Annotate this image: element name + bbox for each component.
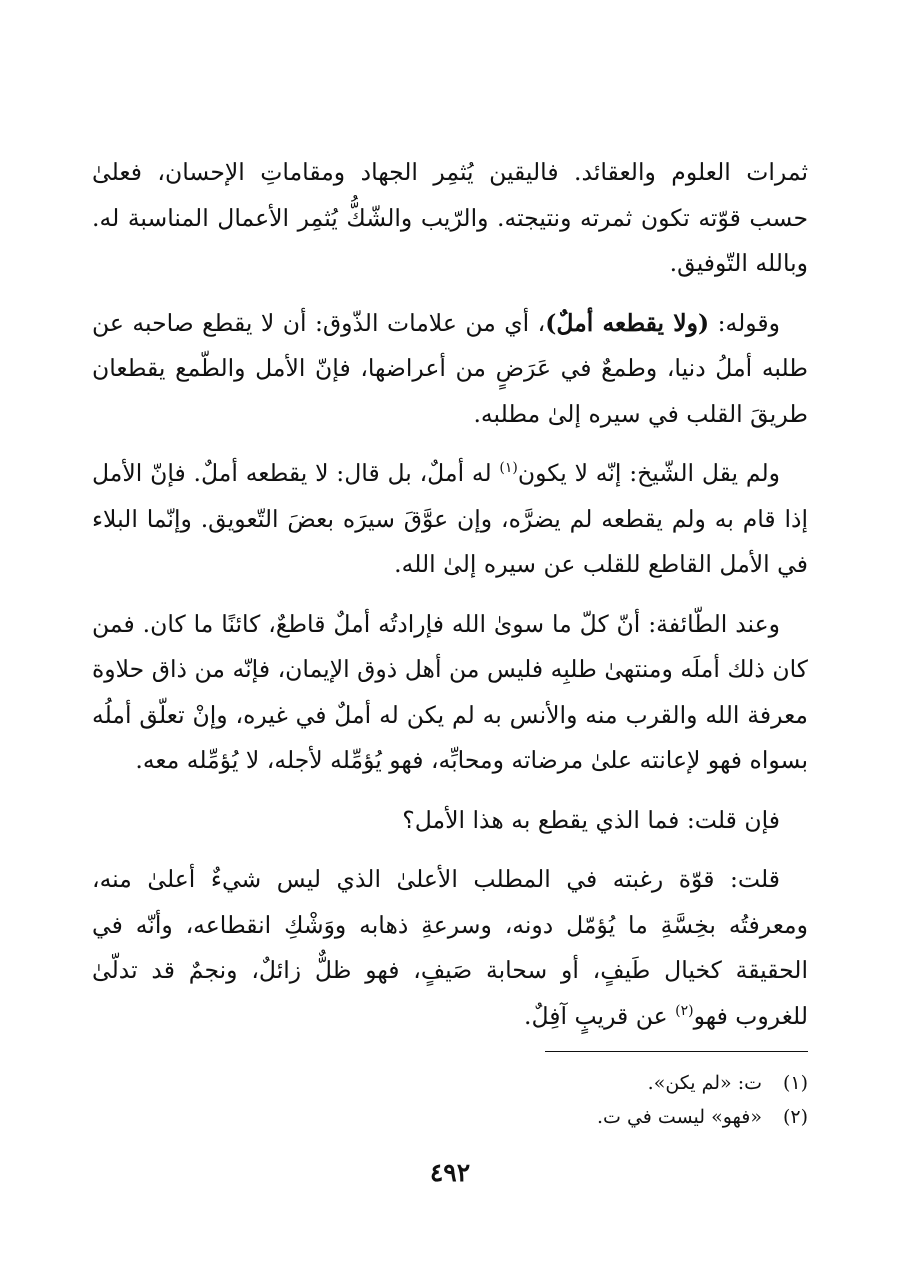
footnote-1-number: (١) — [782, 1072, 808, 1094]
paragraph-2 — [92, 301, 808, 438]
footnote-2-number: (٢) — [782, 1106, 808, 1128]
footnote-divider — [545, 1051, 808, 1052]
footnote-ref-2[interactable]: (٢) — [675, 1002, 694, 1019]
footnote-2-text: «فهو» ليست في ت. — [597, 1106, 762, 1128]
paragraph-3-before: ولم يقل الشّيخ: إنّه لا يكون — [517, 459, 780, 487]
paragraph-6 — [92, 857, 808, 1039]
footnote-1-text: ت: «لم يكن». — [647, 1072, 762, 1094]
footnotes — [92, 1066, 808, 1134]
paragraph-5-text: فإن قلت: فما الذي يقطع به هذا الأمل؟ — [402, 805, 780, 834]
footnote-2 — [92, 1100, 808, 1134]
footnote-ref-1[interactable]: (١) — [499, 460, 518, 477]
paragraph-6-before: قلت: قوّة رغبته في المطلب الأعلىٰ الذي ليس شيءٌ أعلىٰ منه، ومعرفتُه بخِسَّةِ ما يُؤمّل دونه، وسرعةِ ذهابه ووَشْكِ انقطاعه، وأنّه في الحقيقة كخيال طَيفٍ، أو سحابة صَيفٍ، فهو ظلٌّ زائلٌ، ونجمٌ قد تدلّىٰ للغروب فهو — [92, 865, 808, 1030]
paragraph-3-after: له أملٌ، بل قال: لا يقطعه أملٌ. فإنّ الأمل إذا قام به ولم يقطعه لم يضرَّه، وإن عوَّقَ سيرَه بعضَ التّعويق. وإنّما البلاء في الأمل القاطع للقلب عن سيره إلىٰ الله. — [92, 459, 808, 578]
paragraph-4 — [92, 602, 808, 784]
paragraph-1-text: ثمرات العلوم والعقائد. فاليقين يُثمِر الجهاد ومقاماتِ الإحسان، فعلىٰ حسب قوّته تكون ثمرته ونتيجته. والرّيب والشّكُّ يُثمِر الأعمال المناسبة له. وبالله التّوفيق. — [92, 158, 808, 277]
quoted-phrase: (ولا يقطعه أملٌ) — [545, 308, 710, 337]
paragraph-1 — [92, 150, 808, 287]
paragraph-4-text: وعند الطّائفة: أنّ كلّ ما سوىٰ الله فإرادتُه أملٌ قاطعٌ، كائنًا ما كان. فمن كان ذلك أملَه ومنتهىٰ طلبِه فليس من أهل ذوق الإيمان، فإنّه من ذاق حلاوة معرفة الله والقرب منه والأنس به لم يكن له أملٌ في غيره، وإنْ تعلّق أملُه بسواه فهو لإعانته علىٰ مرضاته ومحابِّه، فهو يُؤمِّله لأجله، لا يُؤمِّله معه. — [92, 609, 808, 774]
paragraph-3 — [92, 451, 808, 588]
paragraph-5 — [92, 798, 808, 844]
body-text — [92, 150, 808, 1039]
footnote-1 — [92, 1066, 808, 1100]
paragraph-2-lead: وقوله: — [709, 308, 781, 337]
paragraph-6-after: عن قريبٍ آفِلٌ. — [523, 1001, 676, 1030]
paragraph-2-rest: ، أي من علامات الذّوق: أن لا يقطع صاحبه عن طلبه أملُ دنيا، وطمعٌ في عَرَضٍ من أعراضها، فإنّ الأمل والطّمع يقطعان طريقَ القلب في سيره إلىٰ مطلبه. — [92, 308, 808, 428]
page-number: ٤٩٢ — [429, 1158, 471, 1187]
